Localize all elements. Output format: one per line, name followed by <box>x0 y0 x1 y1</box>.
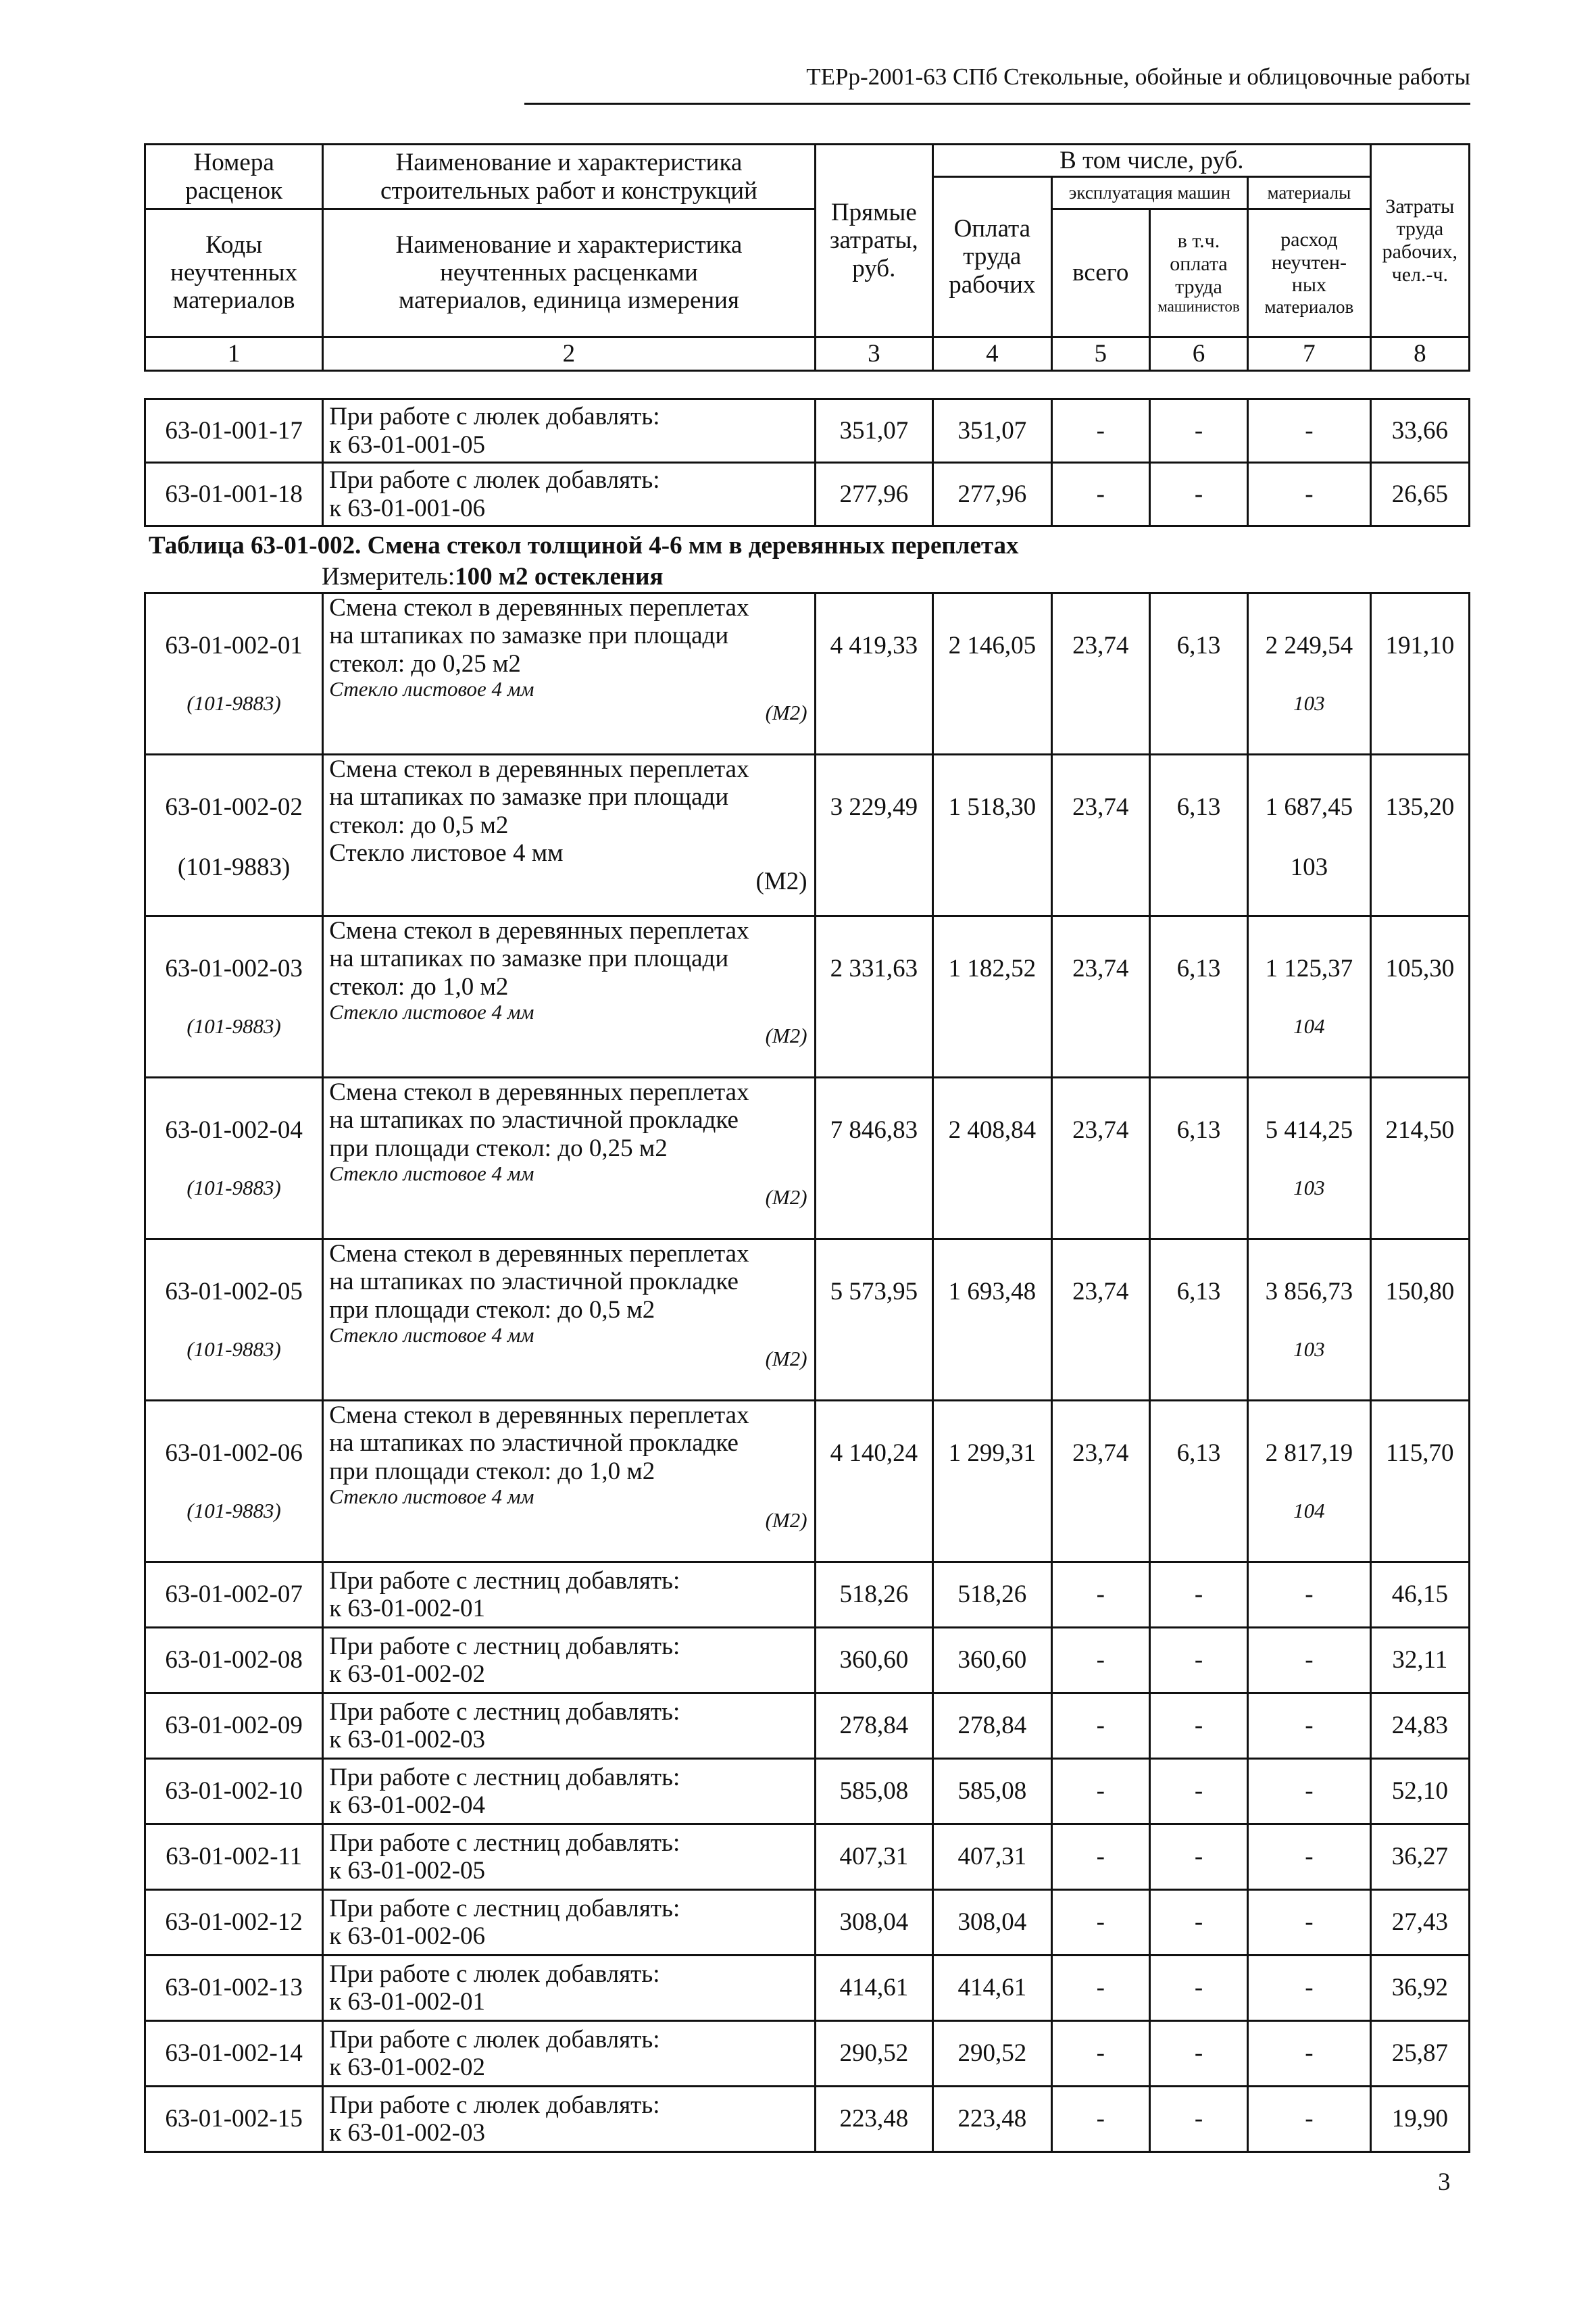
rate-name-line: При работе с лестниц добавлять: <box>329 1894 680 1922</box>
material-code: (101-9883) <box>177 853 291 882</box>
direct-costs <box>815 755 933 916</box>
labor-effort-value: 191,10 <box>1385 632 1455 659</box>
direct-costs: 278,84 <box>815 1693 933 1759</box>
running-header: ТЕРр-2001-63 СПб Стекольные, обойные и облицовочные работы <box>806 64 1470 90</box>
table-row <box>145 1890 1470 1956</box>
header-materials: материалы <box>1248 177 1371 209</box>
rate-name-line: к 63-01-002-02 <box>329 2053 485 2081</box>
header-direct-costs: Прямые затраты, руб. <box>815 145 933 337</box>
direct-costs: 277,96 <box>815 463 933 526</box>
materials-cost: - <box>1248 2021 1371 2087</box>
header-labor-pay: Оплата труда рабочих <box>933 177 1052 337</box>
col-number: 8 <box>1370 337 1469 371</box>
machines-total-value: 23,74 <box>1072 632 1129 659</box>
rate-code <box>145 1239 323 1401</box>
labor-effort: 24,83 <box>1370 1693 1469 1759</box>
material-name: Стекло листовое 4 мм <box>329 839 564 868</box>
materials-cost <box>1248 755 1371 916</box>
materials-cost-value: 3 856,73 <box>1265 1278 1353 1305</box>
rate-code <box>145 755 323 916</box>
materials-cost: - <box>1248 2087 1371 2152</box>
rate-name-line: к 63-01-002-01 <box>329 1595 485 1622</box>
labor-effort: 26,65 <box>1370 463 1469 526</box>
rate-code-value: 63-01-002-01 <box>165 632 303 659</box>
materials-cost: - <box>1248 463 1371 526</box>
material-quantity: 103 <box>1293 691 1325 716</box>
machines-total: - <box>1051 399 1149 463</box>
rate-name-line: При работе с лестниц добавлять: <box>329 1697 680 1726</box>
labor-pay: 585,08 <box>933 1759 1052 1824</box>
header-rule <box>524 103 1470 105</box>
material-quantity: 103 <box>1293 1176 1325 1200</box>
rate-code <box>145 1078 323 1239</box>
labor-effort: 36,27 <box>1370 1824 1469 1890</box>
direct-costs: 414,61 <box>815 1956 933 2021</box>
rate-name-line: к 63-01-002-06 <box>329 1922 485 1950</box>
labor-pay: 308,04 <box>933 1890 1052 1956</box>
machines-total: - <box>1051 1824 1149 1890</box>
rate-name-line: на штапиках по эластичной прокладке <box>329 1268 739 1296</box>
rate-name <box>323 1078 815 1239</box>
direct-costs-value: 7 846,83 <box>830 1116 918 1144</box>
labor-effort <box>1370 1401 1469 1562</box>
machinists-pay-value: 6,13 <box>1176 632 1221 659</box>
machinists-pay: - <box>1149 399 1247 463</box>
rate-name-line: к 63-01-002-03 <box>329 2119 485 2147</box>
materials-cost <box>1248 916 1371 1078</box>
column-header-table <box>144 143 1470 372</box>
table-row-with-material <box>145 755 1470 916</box>
rate-name-line: к 63-01-002-05 <box>329 1857 485 1885</box>
header-machines-total: всего <box>1051 209 1149 337</box>
machinists-pay-value: 6,13 <box>1176 1439 1221 1467</box>
machines-total <box>1051 1078 1149 1239</box>
labor-effort-value: 135,20 <box>1385 793 1455 821</box>
labor-pay-value: 1 182,52 <box>948 955 1037 982</box>
header-machinists-pay: в т.ч. оплата труда машинистов <box>1149 209 1247 337</box>
header-code-sub: Коды неучтенных материалов <box>145 209 323 337</box>
machinists-pay <box>1149 916 1247 1078</box>
rate-name <box>323 463 815 526</box>
labor-pay: 407,31 <box>933 1824 1052 1890</box>
labor-effort <box>1370 1078 1469 1239</box>
rate-name <box>323 1628 815 1693</box>
machinists-pay: - <box>1149 463 1247 526</box>
material-name: Стекло листовое 4 мм <box>329 1000 534 1024</box>
material-unit: (М2) <box>765 1185 807 1210</box>
rate-name <box>323 1956 815 2021</box>
rate-code: 63-01-002-08 <box>145 1628 323 1693</box>
labor-pay-value: 1 518,30 <box>948 793 1037 821</box>
direct-costs-value: 4 419,33 <box>830 632 918 659</box>
rate-name-line: Смена стекол в деревянных переплетах <box>329 1240 749 1268</box>
material-name: Стекло листовое 4 мм <box>329 1323 534 1347</box>
materials-cost: - <box>1248 399 1371 463</box>
table-row <box>145 1956 1470 2021</box>
labor-pay: 223,48 <box>933 2087 1052 2152</box>
materials-cost: - <box>1248 1628 1371 1693</box>
materials-cost-value: 1 687,45 <box>1265 793 1353 821</box>
labor-pay <box>933 593 1052 755</box>
rate-name <box>323 755 815 916</box>
rate-code: 63-01-002-14 <box>145 2021 323 2087</box>
machines-total-value: 23,74 <box>1072 955 1129 982</box>
machinists-pay: - <box>1149 1693 1247 1759</box>
rate-name-line: Смена стекол в деревянных переплетах <box>329 1401 749 1429</box>
material-name: Стекло листовое 4 мм <box>329 1162 534 1186</box>
table-row-with-material <box>145 1078 1470 1239</box>
header-including: В том числе, руб. <box>933 145 1371 177</box>
materials-cost: - <box>1248 1693 1371 1759</box>
material-quantity: 104 <box>1293 1499 1325 1523</box>
rate-name-line: при площади стекол: до 0,25 м2 <box>329 1134 668 1162</box>
direct-costs <box>815 916 933 1078</box>
machines-total-value: 23,74 <box>1072 1116 1129 1144</box>
materials-cost: - <box>1248 1956 1371 2021</box>
rate-name-line: Смена стекол в деревянных переплетах <box>329 594 749 622</box>
labor-pay: 278,84 <box>933 1693 1052 1759</box>
rate-code <box>145 916 323 1078</box>
labor-pay <box>933 755 1052 916</box>
rate-name-line: к 63-01-001-05 <box>329 430 485 459</box>
labor-effort <box>1370 593 1469 755</box>
direct-costs: 308,04 <box>815 1890 933 1956</box>
materials-cost <box>1248 1078 1371 1239</box>
materials-cost-value: 2 249,54 <box>1265 632 1353 659</box>
table-row <box>145 1759 1470 1824</box>
machines-total-value: 23,74 <box>1072 1278 1129 1305</box>
labor-effort-value: 105,30 <box>1385 955 1455 982</box>
labor-effort: 33,66 <box>1370 399 1469 463</box>
col-number: 1 <box>145 337 323 371</box>
labor-pay: 360,60 <box>933 1628 1052 1693</box>
machines-total <box>1051 1401 1149 1562</box>
material-quantity: 103 <box>1293 1337 1325 1362</box>
rate-name <box>323 2087 815 2152</box>
rate-code: 63-01-002-15 <box>145 2087 323 2152</box>
direct-costs-value: 4 140,24 <box>830 1439 918 1467</box>
rate-code: 63-01-001-18 <box>145 463 323 526</box>
labor-pay: 290,52 <box>933 2021 1052 2087</box>
table-meter: Измеритель:100 м2 остекления <box>322 563 664 591</box>
labor-effort-value: 150,80 <box>1385 1278 1455 1305</box>
table-row <box>145 1628 1470 1693</box>
col-number: 5 <box>1051 337 1149 371</box>
table-row <box>145 2087 1470 2152</box>
rate-name-line: Смена стекол в деревянных переплетах <box>329 917 749 945</box>
labor-pay-value: 1 693,48 <box>948 1278 1037 1305</box>
machinists-pay <box>1149 593 1247 755</box>
materials-cost: - <box>1248 1824 1371 1890</box>
labor-pay <box>933 1078 1052 1239</box>
table-row-with-material <box>145 916 1470 1078</box>
table-row <box>145 1693 1470 1759</box>
col-number: 3 <box>815 337 933 371</box>
rate-name-line: к 63-01-002-04 <box>329 1791 485 1819</box>
rate-name <box>323 1824 815 1890</box>
rate-name <box>323 2021 815 2087</box>
labor-pay <box>933 1239 1052 1401</box>
machinists-pay <box>1149 755 1247 916</box>
direct-costs-value: 2 331,63 <box>830 955 918 982</box>
material-unit: (М2) <box>755 867 807 895</box>
rate-name-line: на штапиках по эластичной прокладке <box>329 1106 739 1135</box>
labor-pay <box>933 1401 1052 1562</box>
rate-code: 63-01-002-10 <box>145 1759 323 1824</box>
direct-costs: 407,31 <box>815 1824 933 1890</box>
rate-name-line: При работе с люлек добавлять: <box>329 403 660 431</box>
labor-pay-value: 2 408,84 <box>948 1116 1037 1144</box>
rate-name-line: к 63-01-001-06 <box>329 494 485 522</box>
rate-name-line: При работе с лестниц добавлять: <box>329 1828 680 1857</box>
material-unit: (М2) <box>765 1347 807 1371</box>
header-code-title: Номера расценок <box>145 145 323 209</box>
rate-name-line: стекол: до 1,0 м2 <box>329 972 509 1001</box>
machinists-pay: - <box>1149 1759 1247 1824</box>
direct-costs-value: 3 229,49 <box>830 793 918 821</box>
rate-name <box>323 399 815 463</box>
material-code: (101-9883) <box>186 1499 281 1523</box>
machinists-pay: - <box>1149 2021 1247 2087</box>
labor-pay: 518,26 <box>933 1562 1052 1628</box>
header-name-title: Наименование и характеристика строительных работ и конструкций <box>323 145 815 209</box>
material-code: (101-9883) <box>186 1176 281 1200</box>
direct-costs: 351,07 <box>815 399 933 463</box>
machines-total: - <box>1051 1759 1149 1824</box>
machinists-pay: - <box>1149 2087 1247 2152</box>
rate-name-line: При работе с люлек добавлять: <box>329 466 660 495</box>
rate-code-value: 63-01-002-05 <box>165 1278 303 1305</box>
direct-costs <box>815 1078 933 1239</box>
rate-code-value: 63-01-002-04 <box>165 1116 303 1144</box>
header-name-sub: Наименование и характеристика неучтенных расценками материалов, единица измерения <box>323 209 815 337</box>
direct-costs <box>815 1401 933 1562</box>
table-row <box>145 463 1470 526</box>
material-unit: (М2) <box>765 701 807 725</box>
machinists-pay <box>1149 1078 1247 1239</box>
rate-code-value: 63-01-002-02 <box>165 793 303 821</box>
machinists-pay-value: 6,13 <box>1176 955 1221 982</box>
machinists-pay-value: 6,13 <box>1176 1116 1221 1144</box>
labor-effort: 27,43 <box>1370 1890 1469 1956</box>
material-quantity: 103 <box>1290 853 1328 882</box>
direct-costs: 223,48 <box>815 2087 933 2152</box>
rate-name-line: на штапиках по замазке при площади <box>329 783 729 812</box>
rate-code: 63-01-002-12 <box>145 1890 323 1956</box>
material-code: (101-9883) <box>186 1014 281 1039</box>
machines-total <box>1051 755 1149 916</box>
labor-effort: 36,92 <box>1370 1956 1469 2021</box>
rate-name <box>323 916 815 1078</box>
machines-total: - <box>1051 1693 1149 1759</box>
machines-total <box>1051 916 1149 1078</box>
labor-effort-value: 214,50 <box>1385 1116 1455 1144</box>
labor-effort <box>1370 1239 1469 1401</box>
machinists-pay: - <box>1149 1628 1247 1693</box>
rate-name-line: на штапиках по замазке при площади <box>329 622 729 650</box>
rate-name <box>323 1562 815 1628</box>
rate-name-line: Смена стекол в деревянных переплетах <box>329 755 749 783</box>
labor-pay-value: 2 146,05 <box>948 632 1037 659</box>
direct-costs: 518,26 <box>815 1562 933 1628</box>
rate-name-line: Смена стекол в деревянных переплетах <box>329 1078 749 1106</box>
rate-code <box>145 1401 323 1562</box>
materials-cost-value: 5 414,25 <box>1265 1116 1353 1144</box>
labor-effort: 19,90 <box>1370 2087 1469 2152</box>
rate-code: 63-01-002-07 <box>145 1562 323 1628</box>
rate-name-line: При работе с лестниц добавлять: <box>329 1763 680 1791</box>
machinists-pay <box>1149 1239 1247 1401</box>
machinists-pay: - <box>1149 1824 1247 1890</box>
rates-table-63-01-002 <box>144 592 1470 2153</box>
col-number: 2 <box>323 337 815 371</box>
machines-total-value: 23,74 <box>1072 793 1129 821</box>
rate-name <box>323 593 815 755</box>
material-code: (101-9883) <box>186 691 281 716</box>
table-row-with-material <box>145 1401 1470 1562</box>
machines-total: - <box>1051 2021 1149 2087</box>
materials-cost <box>1248 1401 1371 1562</box>
materials-cost-value: 2 817,19 <box>1265 1439 1353 1467</box>
machinists-pay <box>1149 1401 1247 1562</box>
labor-pay: 414,61 <box>933 1956 1052 2021</box>
machines-total-value: 23,74 <box>1072 1439 1129 1467</box>
labor-effort <box>1370 916 1469 1078</box>
rate-name-line: При работе с лестниц добавлять: <box>329 1566 680 1595</box>
labor-pay <box>933 916 1052 1078</box>
header-machines: эксплуатация машин <box>1051 177 1248 209</box>
materials-cost: - <box>1248 1890 1371 1956</box>
rate-code: 63-01-002-13 <box>145 1956 323 2021</box>
material-name: Стекло листовое 4 мм <box>329 1485 534 1509</box>
rate-name <box>323 1890 815 1956</box>
table-title: Таблица 63-01-002. Смена стекол толщиной 4-6 мм в деревянных переплетах <box>149 532 1019 559</box>
rate-name-line: при площади стекол: до 0,5 м2 <box>329 1295 655 1324</box>
rate-name <box>323 1239 815 1401</box>
rate-code: 63-01-002-11 <box>145 1824 323 1890</box>
material-unit: (М2) <box>765 1024 807 1048</box>
rate-name-line: При работе с люлек добавлять: <box>329 2025 660 2053</box>
rate-name <box>323 1759 815 1824</box>
materials-cost: - <box>1248 1759 1371 1824</box>
rate-name-line: при площади стекол: до 1,0 м2 <box>329 1457 655 1485</box>
materials-cost-value: 1 125,37 <box>1265 955 1353 982</box>
rate-name-line: стекол: до 0,5 м2 <box>329 811 509 839</box>
table-row <box>145 1824 1470 1890</box>
machines-total: - <box>1051 1628 1149 1693</box>
machines-total: - <box>1051 2087 1149 2152</box>
table-row <box>145 2021 1470 2087</box>
header-labor-effort: Затраты труда рабочих, чел.-ч. <box>1370 145 1469 337</box>
materials-cost <box>1248 1239 1371 1401</box>
material-unit: (М2) <box>765 1508 807 1533</box>
table-row-with-material <box>145 1239 1470 1401</box>
rate-name <box>323 1693 815 1759</box>
labor-pay: 351,07 <box>933 399 1052 463</box>
machinists-pay-value: 6,13 <box>1176 1278 1221 1305</box>
rate-name <box>323 1401 815 1562</box>
machines-total: - <box>1051 463 1149 526</box>
rate-name-line: стекол: до 0,25 м2 <box>329 649 521 678</box>
machines-total: - <box>1051 1562 1149 1628</box>
rate-name-line: на штапиках по замазке при площади <box>329 945 729 973</box>
rate-name-line: к 63-01-002-01 <box>329 1988 485 2016</box>
machines-total <box>1051 1239 1149 1401</box>
materials-cost: - <box>1248 1562 1371 1628</box>
rates-table-63-01-001 <box>144 398 1470 527</box>
labor-effort: 52,10 <box>1370 1759 1469 1824</box>
materials-cost <box>1248 593 1371 755</box>
machinists-pay-value: 6,13 <box>1176 793 1221 821</box>
rate-code-value: 63-01-002-06 <box>165 1439 303 1467</box>
col-number: 7 <box>1248 337 1371 371</box>
rate-name-line: При работе с люлек добавлять: <box>329 2091 660 2119</box>
labor-effort <box>1370 755 1469 916</box>
rate-name-line: При работе с люлек добавлять: <box>329 1960 660 1988</box>
material-code: (101-9883) <box>186 1337 281 1362</box>
rate-name-line: к 63-01-002-02 <box>329 1660 485 1688</box>
direct-costs-value: 5 573,95 <box>830 1278 918 1305</box>
rate-name-line: При работе с лестниц добавлять: <box>329 1632 680 1660</box>
rate-code-value: 63-01-002-03 <box>165 955 303 982</box>
direct-costs <box>815 1239 933 1401</box>
labor-effort-value: 115,70 <box>1386 1439 1454 1467</box>
direct-costs <box>815 593 933 755</box>
machines-total <box>1051 593 1149 755</box>
machines-total: - <box>1051 1890 1149 1956</box>
rate-name-line: к 63-01-002-03 <box>329 1726 485 1753</box>
col-number: 4 <box>933 337 1052 371</box>
rate-code <box>145 593 323 755</box>
material-quantity: 104 <box>1293 1014 1325 1039</box>
rate-name-line: на штапиках по эластичной прокладке <box>329 1429 739 1458</box>
machinists-pay: - <box>1149 1562 1247 1628</box>
rate-code: 63-01-001-17 <box>145 399 323 463</box>
machinists-pay: - <box>1149 1956 1247 2021</box>
labor-pay: 277,96 <box>933 463 1052 526</box>
col-number: 6 <box>1149 337 1247 371</box>
machines-total: - <box>1051 1956 1149 2021</box>
labor-pay-value: 1 299,31 <box>948 1439 1037 1467</box>
labor-effort: 25,87 <box>1370 2021 1469 2087</box>
direct-costs: 585,08 <box>815 1759 933 1824</box>
rate-code: 63-01-002-09 <box>145 1693 323 1759</box>
table-row <box>145 1562 1470 1628</box>
direct-costs: 360,60 <box>815 1628 933 1693</box>
table-row-with-material <box>145 593 1470 755</box>
direct-costs: 290,52 <box>815 2021 933 2087</box>
table-row <box>145 399 1470 463</box>
page-number: 3 <box>1438 2168 1451 2196</box>
labor-effort: 46,15 <box>1370 1562 1469 1628</box>
header-materials-consumption: расход неучтен- ных материалов <box>1248 209 1371 337</box>
material-name: Стекло листовое 4 мм <box>329 677 534 701</box>
machinists-pay: - <box>1149 1890 1247 1956</box>
labor-effort: 32,11 <box>1370 1628 1469 1693</box>
